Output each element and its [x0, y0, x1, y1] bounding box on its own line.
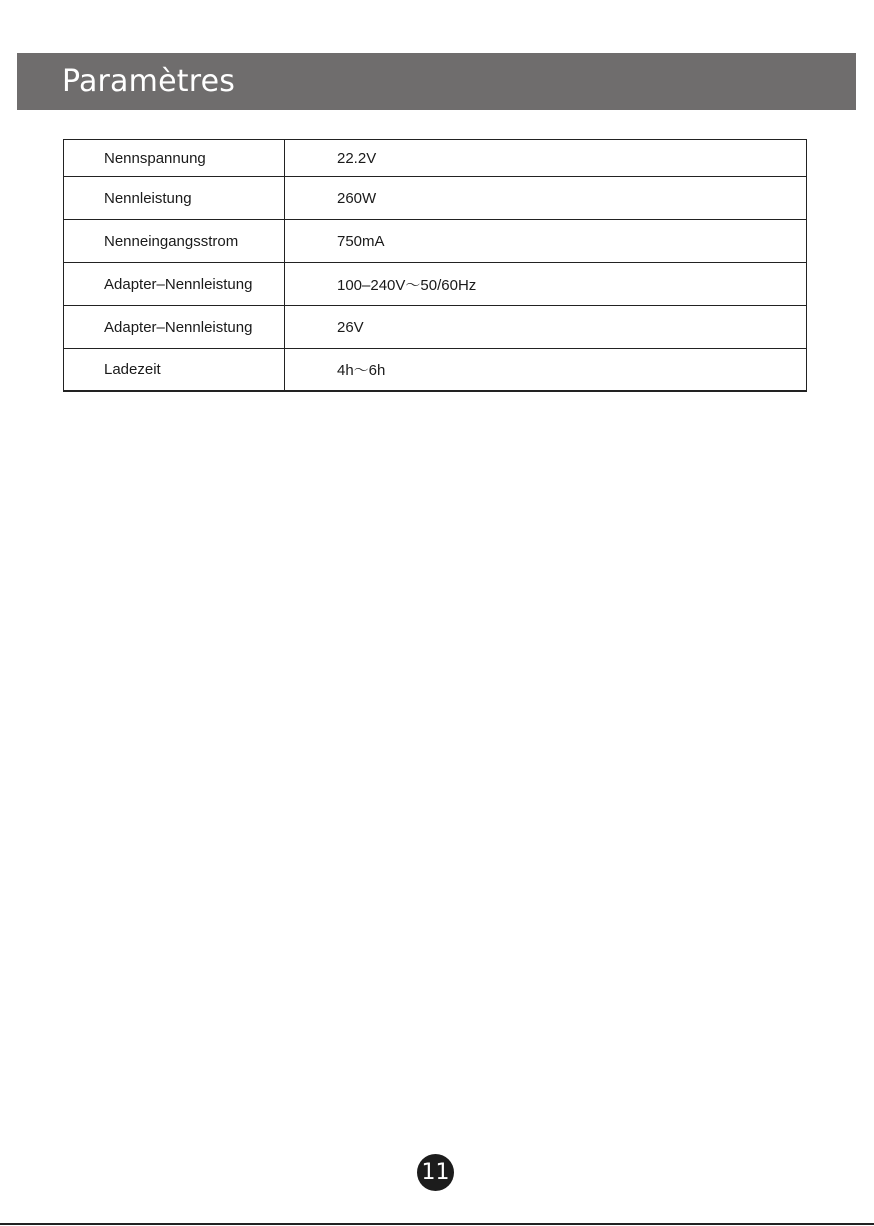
- page-number-badge: 11: [417, 1154, 454, 1191]
- spec-label: Adapter–Nennleistung: [64, 263, 285, 306]
- table-row: [64, 220, 807, 263]
- specifications-table: [63, 139, 807, 392]
- section-header-bar: [17, 53, 856, 110]
- spec-label: Nennspannung: [64, 140, 285, 177]
- table-row: [64, 306, 807, 349]
- spec-value: 260W: [285, 177, 807, 220]
- table-row: [64, 177, 807, 220]
- spec-value: 22.2V: [285, 140, 807, 177]
- section-title: Paramètres: [62, 64, 236, 99]
- spec-value: 750mA: [285, 220, 807, 263]
- spec-label: Nenneingangsstrom: [64, 220, 285, 263]
- spec-label: Ladezeit: [64, 349, 285, 392]
- spec-value: 100–240V～50/60Hz: [285, 263, 807, 306]
- spec-value: 26V: [285, 306, 807, 349]
- spec-label: Adapter–Nennleistung: [64, 306, 285, 349]
- table-row: [64, 140, 807, 177]
- table-row: [64, 349, 807, 392]
- spec-label: Nennleistung: [64, 177, 285, 220]
- spec-value: 4h～6h: [337, 362, 386, 379]
- table-row: [64, 263, 807, 306]
- bottom-divider: [0, 1223, 874, 1225]
